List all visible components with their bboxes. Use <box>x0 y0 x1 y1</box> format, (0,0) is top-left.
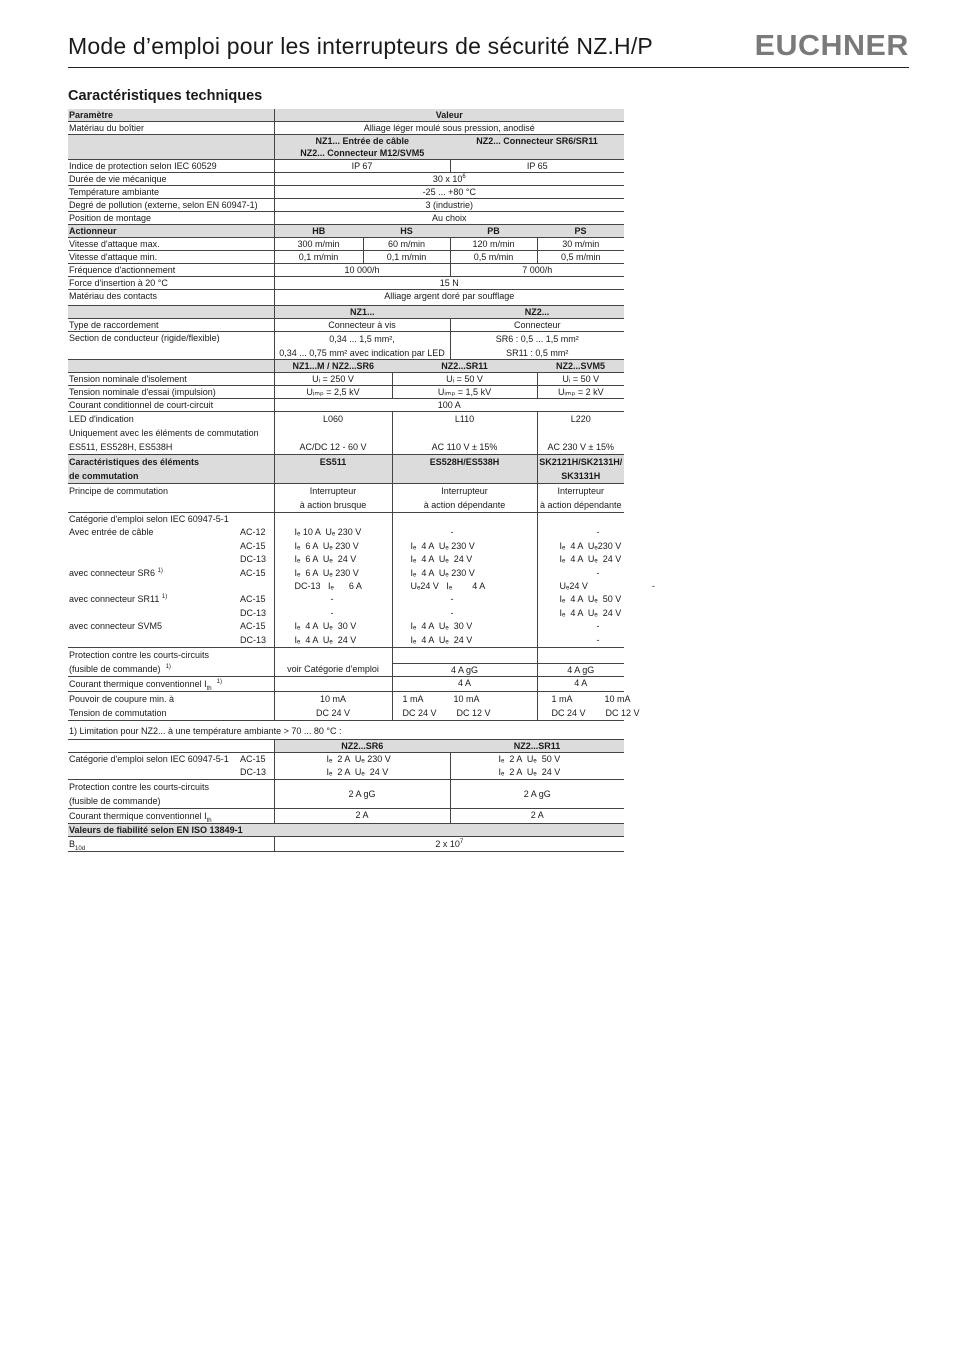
table-row: Protection contre les courts-circuits (fusible de commande) 2 A gG 2 A gG <box>68 780 624 809</box>
page-header <box>68 30 909 68</box>
table-row: Durée de vie mécanique 30 x $10^6$ <box>68 173 624 186</box>
table-subheader-row: Valeurs de fiabilité selon EN ISO 13849-1 <box>68 824 624 837</box>
table-row: LED d'indication Uniquement avec les éléments de commutation ES511, ES528H, ES538H L060 AC/DC 12 - 60 V L110 AC 110 V ± 15% L220 AC 230 V ± 15% <box>68 412 624 455</box>
section-title: Caractéristiques techniques <box>68 88 263 104</box>
table-row: Vitesse d'attaque min. 0,1 m/min 0,1 m/min 0,5 m/min 0,5 m/min <box>68 251 624 264</box>
table-subheader-row: NZ2...SR6 NZ2...SR11 <box>68 740 624 753</box>
table-row: Degré de pollution (externe, selon EN 60947-1) 3 (industrie) <box>68 199 624 212</box>
table-row: Catégorie d'emploi selon IEC 60947-5-1 Avec entrée de câble avec connecteur SR6 $^{1)}$ avec connecteur SR11 $^{1)}$ avec connecteur SVM5 AC-12 AC-15 DC-13 AC-15 AC-15 DC-13 AC-15 DC-13 Iₑ 10 A Uₑ 230 V Iₑ 6 A Uₑ 230 V Iₑ 6 A Uₑ 24 V Iₑ 6 A Uₑ 230 V DC-13 Iₑ 6 A - - Iₑ 4 A Uₑ 30 V Iₑ 4 A Uₑ 24 V - Iₑ 4 A Uₑ 230 V Iₑ 4 A Uₑ 24 V Iₑ 4 A Uₑ 230 V Uₑ24 V Iₑ 4 A - - Iₑ 4 A Uₑ 30 V Iₑ 4 A Uₑ 24 V - Iₑ 4 A Uₑ230 V Iₑ 4 A Uₑ 24 V - Uₑ24 V - Iₑ 4 A Uₑ 50 V Iₑ 4 A Uₑ 24 V - - <box>68 513 624 648</box>
euchner-logo: EUCHNER <box>754 30 909 62</box>
table-row: 1) Limitation pour NZ2... à une température ambiante > 70 ... 80 °C : <box>68 721 624 740</box>
table-row: Matériau des contacts Alliage argent doré par soufflage <box>68 290 624 306</box>
table-row: Indice de protection selon IEC 60529 IP 67 IP 65 <box>68 160 624 173</box>
table-subheader-row: Actionneur HB HS PB PS <box>68 225 624 238</box>
table-row: $B_{10d}$ 2 x $10^7$ <box>68 837 624 852</box>
table-row: Type de raccordement Connecteur à vis Connecteur <box>68 319 624 332</box>
table-row: Courant thermique conventionnel $I_{th}$ 2 A 2 A <box>68 809 624 824</box>
table-row: Section de conducteur (rigide/flexible) 0,34 ... 1,5 mm², 0,34 ... 0,75 mm² avec indication par LED SR6 : 0,5 ... 1,5 mm² SR11 : 0,5 mm² <box>68 332 624 360</box>
table-row: Vitesse d'attaque max. 300 m/min 60 m/min 120 m/min 30 m/min <box>68 238 624 251</box>
table-row: Tension nominale d'isolement Uᵢ = 250 V Uᵢ = 50 V Uᵢ = 50 V <box>68 373 624 386</box>
table-row: Pouvoir de coupure min. à Tension de commutation 10 mA DC 24 V 1 mA 10 mA DC 24 V DC 12 V 1 mA 10 mA DC 24 V DC 12 V <box>68 692 624 721</box>
table-subheader-row: Caractéristiques des éléments de commutation ES511 ES528H/ES538H SK2121H/SK2131H/ SK3131H <box>68 455 624 484</box>
table-subheader-row: NZ1... Entrée de câble NZ2... Connecteur SR6/SR11 <box>68 135 624 148</box>
table-row: Protection contre les courts-circuits (fusible de commande) $^{1)}$ voir Catégorie d'emploi <box>68 648 624 664</box>
table-row: Principe de commutation Interrupteur à action brusque Interrupteur à action dépendante Interrupteur à action dépendante <box>68 484 624 513</box>
table-row: Matériau du boîtier Alliage léger moulé sous pression, anodisé <box>68 122 624 135</box>
table-subheader-row: NZ1...M / NZ2...SR6 NZ2...SR11 NZ2...SVM5 <box>68 360 624 373</box>
table-row: Température ambiante -25 ... +80 °C <box>68 186 624 199</box>
table-header-row: Paramètre Valeur <box>68 109 624 122</box>
table-row: Catégorie d'emploi selon IEC 60947-5-1 AC-15 DC-13 Iₑ 2 A Uₑ 230 V Iₑ 2 A Uₑ 24 V Iₑ 2 A Uₑ 50 V Iₑ 2 A Uₑ 24 V <box>68 753 624 780</box>
table-row: Fréquence d'actionnement 10 000/h 7 000/h <box>68 264 624 277</box>
table-row: 4 A gG 4 A gG <box>68 663 624 676</box>
table-row: Courant conditionnel de court-circuit 100 A <box>68 399 624 412</box>
page-title: Mode d’emploi pour les interrupteurs de sécurité NZ.H/P <box>68 33 653 59</box>
table-row: Force d'insertion à 20 °C 15 N <box>68 277 624 290</box>
spec-table <box>68 109 655 852</box>
table-subheader-row: NZ1... NZ2... <box>68 306 624 319</box>
table-row: Courant thermique conventionnel $I_{th}$ $^{1)}$ 4 A 4 A <box>68 677 624 692</box>
table-row: Tension nominale d'essai (impulsion) Uᵢₘₚ = 2,5 kV Uᵢₘₚ = 1,5 kV Uᵢₘₚ = 2 kV <box>68 386 624 399</box>
table-row: Position de montage Au choix <box>68 212 624 225</box>
table-subheader-row: NZ2... Connecteur M12/SVM5 <box>68 147 624 160</box>
